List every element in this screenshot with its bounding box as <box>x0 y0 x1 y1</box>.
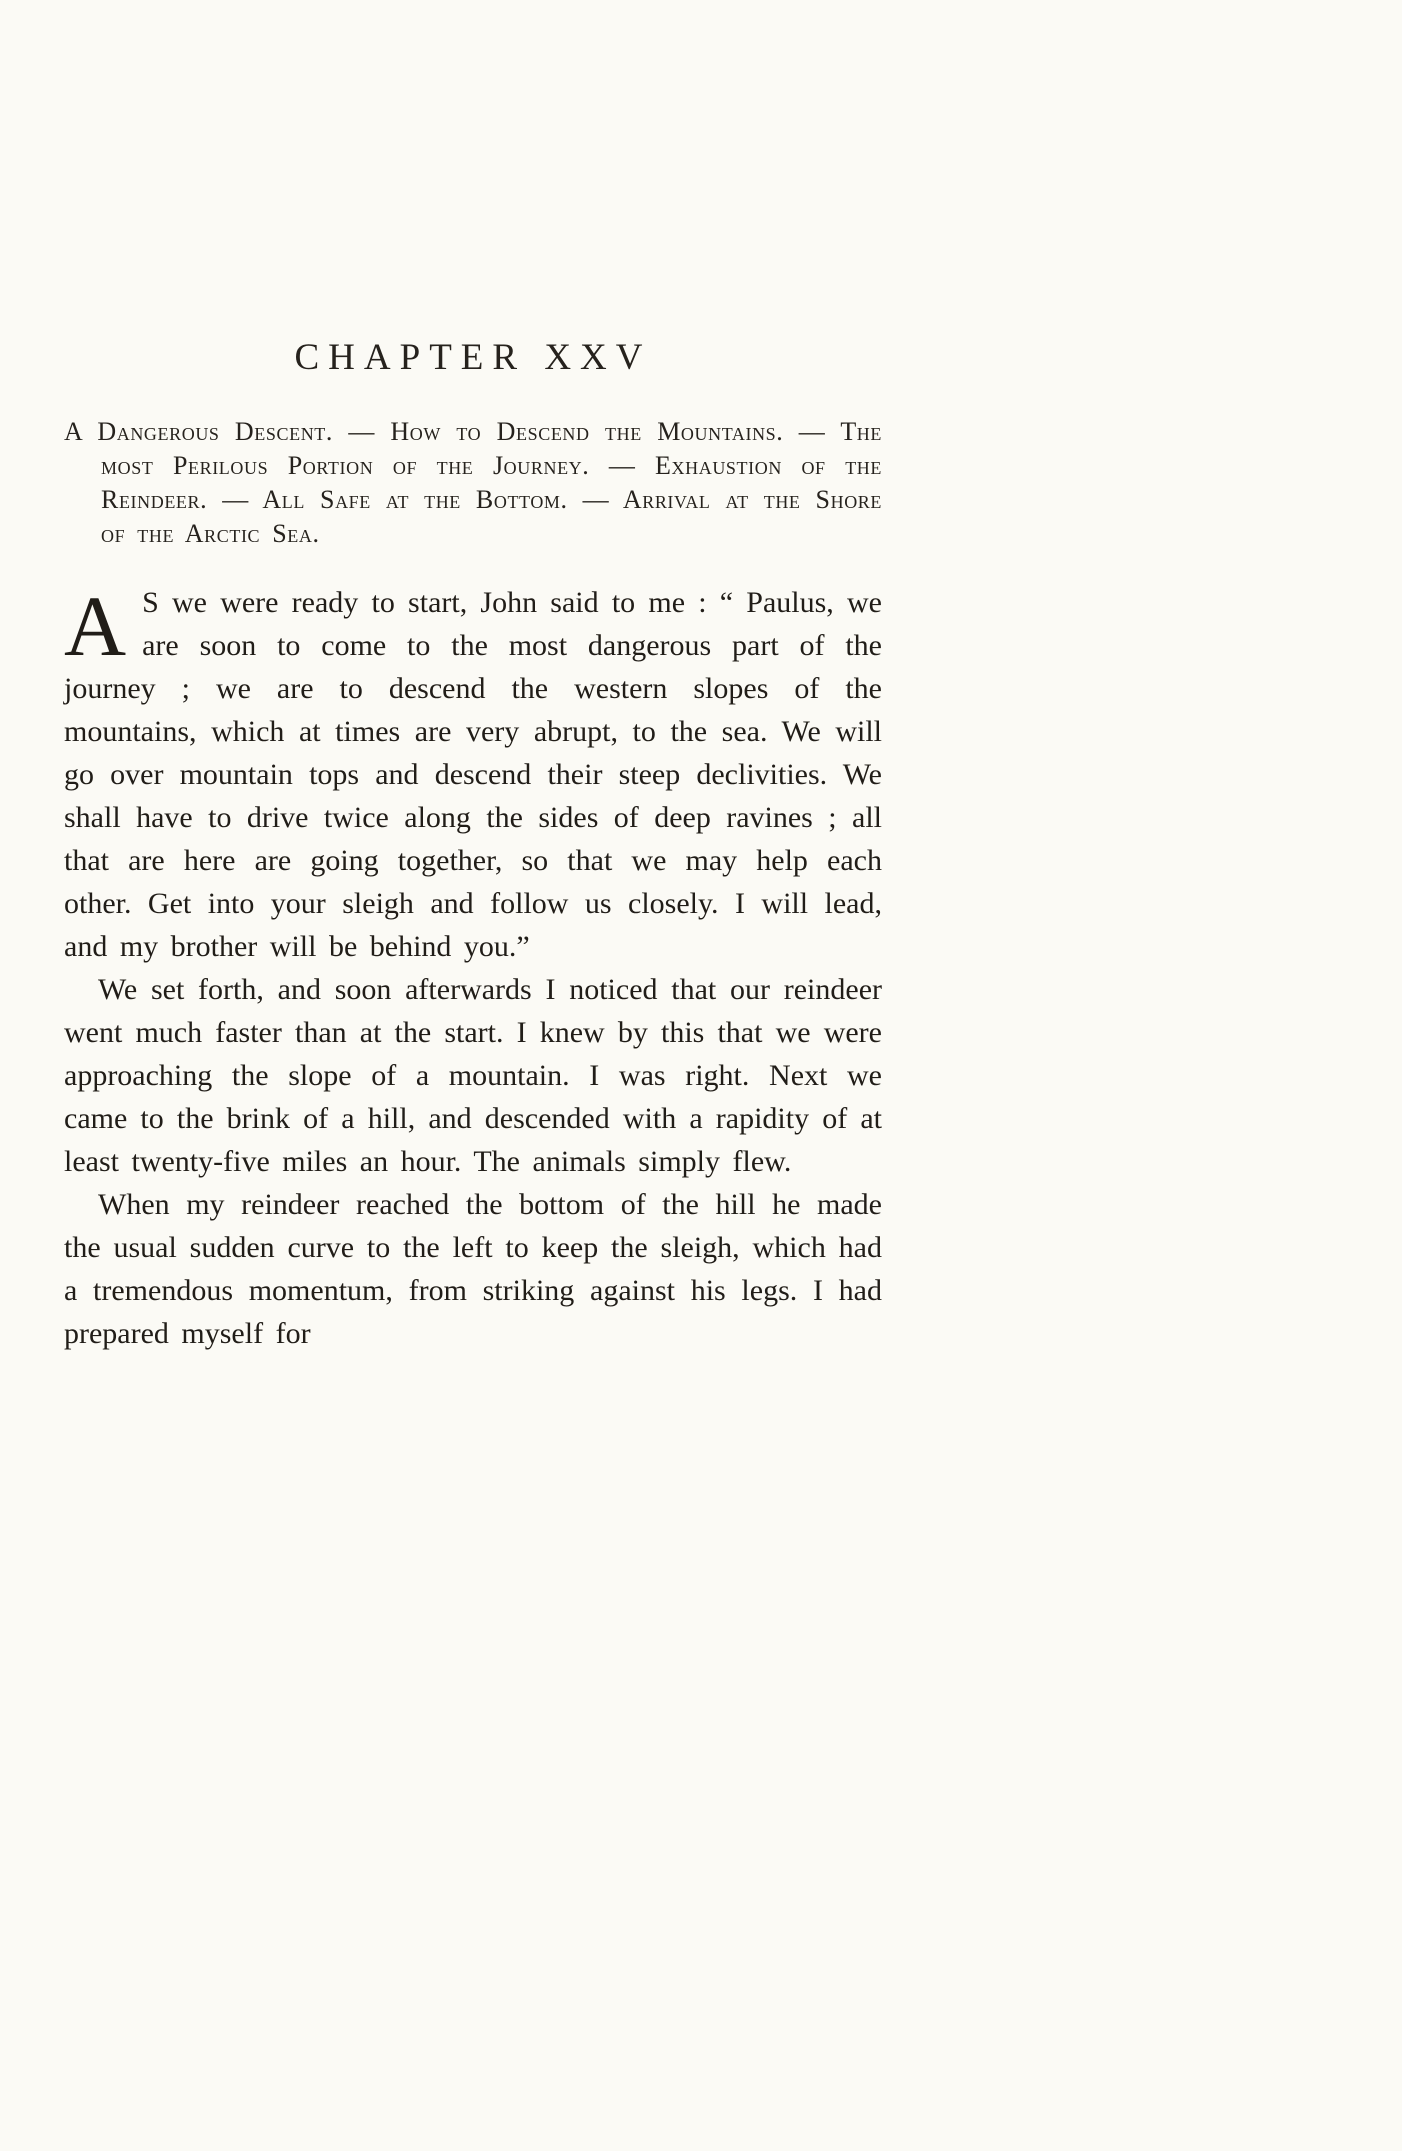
paragraph-2: We set forth, and soon afterwards I noticed that our reindeer went much faster than at the start. I knew by this that we were approaching the slope of a mountain. I was right. Next we came to the brink of a hill, and descended with a rapidity of at least twenty-five miles an hour. The animals simply flew. <box>64 973 882 1178</box>
page-content <box>0 0 882 1355</box>
paragraph-1 <box>64 578 882 968</box>
body-text <box>64 578 882 1355</box>
chapter-summary: A Dangerous Descent. — How to Descend the Mountains. — The most Perilous Portion of the Journey. — Exhaustion of the Reindeer. — All Safe at the Bottom. — Arrival at the Shore of the Arctic Sea. <box>64 417 882 548</box>
paragraph-3: When my reindeer reached the bottom of the hill he made the usual sudden curve to the left to keep the sleigh, which had a tremendous momentum, from striking against his legs. I had prepared myself for <box>64 1188 882 1350</box>
paragraph-1-text: S we were ready to start, John said to me : “ Paulus, we are soon to come to the most dangerous part of the journey ; we are to descend the western slopes of the mountains, which at times are very abrupt, to the sea. We will go over mountain tops and descend their steep declivities. We shall have to drive twice along the sides of deep ravines ; all that are here are going together, so that we may help each other. Get into your sleigh and follow us closely. I will lead, and my brother will be behind you.” <box>64 586 882 963</box>
drop-cap: A <box>64 578 127 674</box>
chapter-title: CHAPTER XXV <box>294 337 652 378</box>
